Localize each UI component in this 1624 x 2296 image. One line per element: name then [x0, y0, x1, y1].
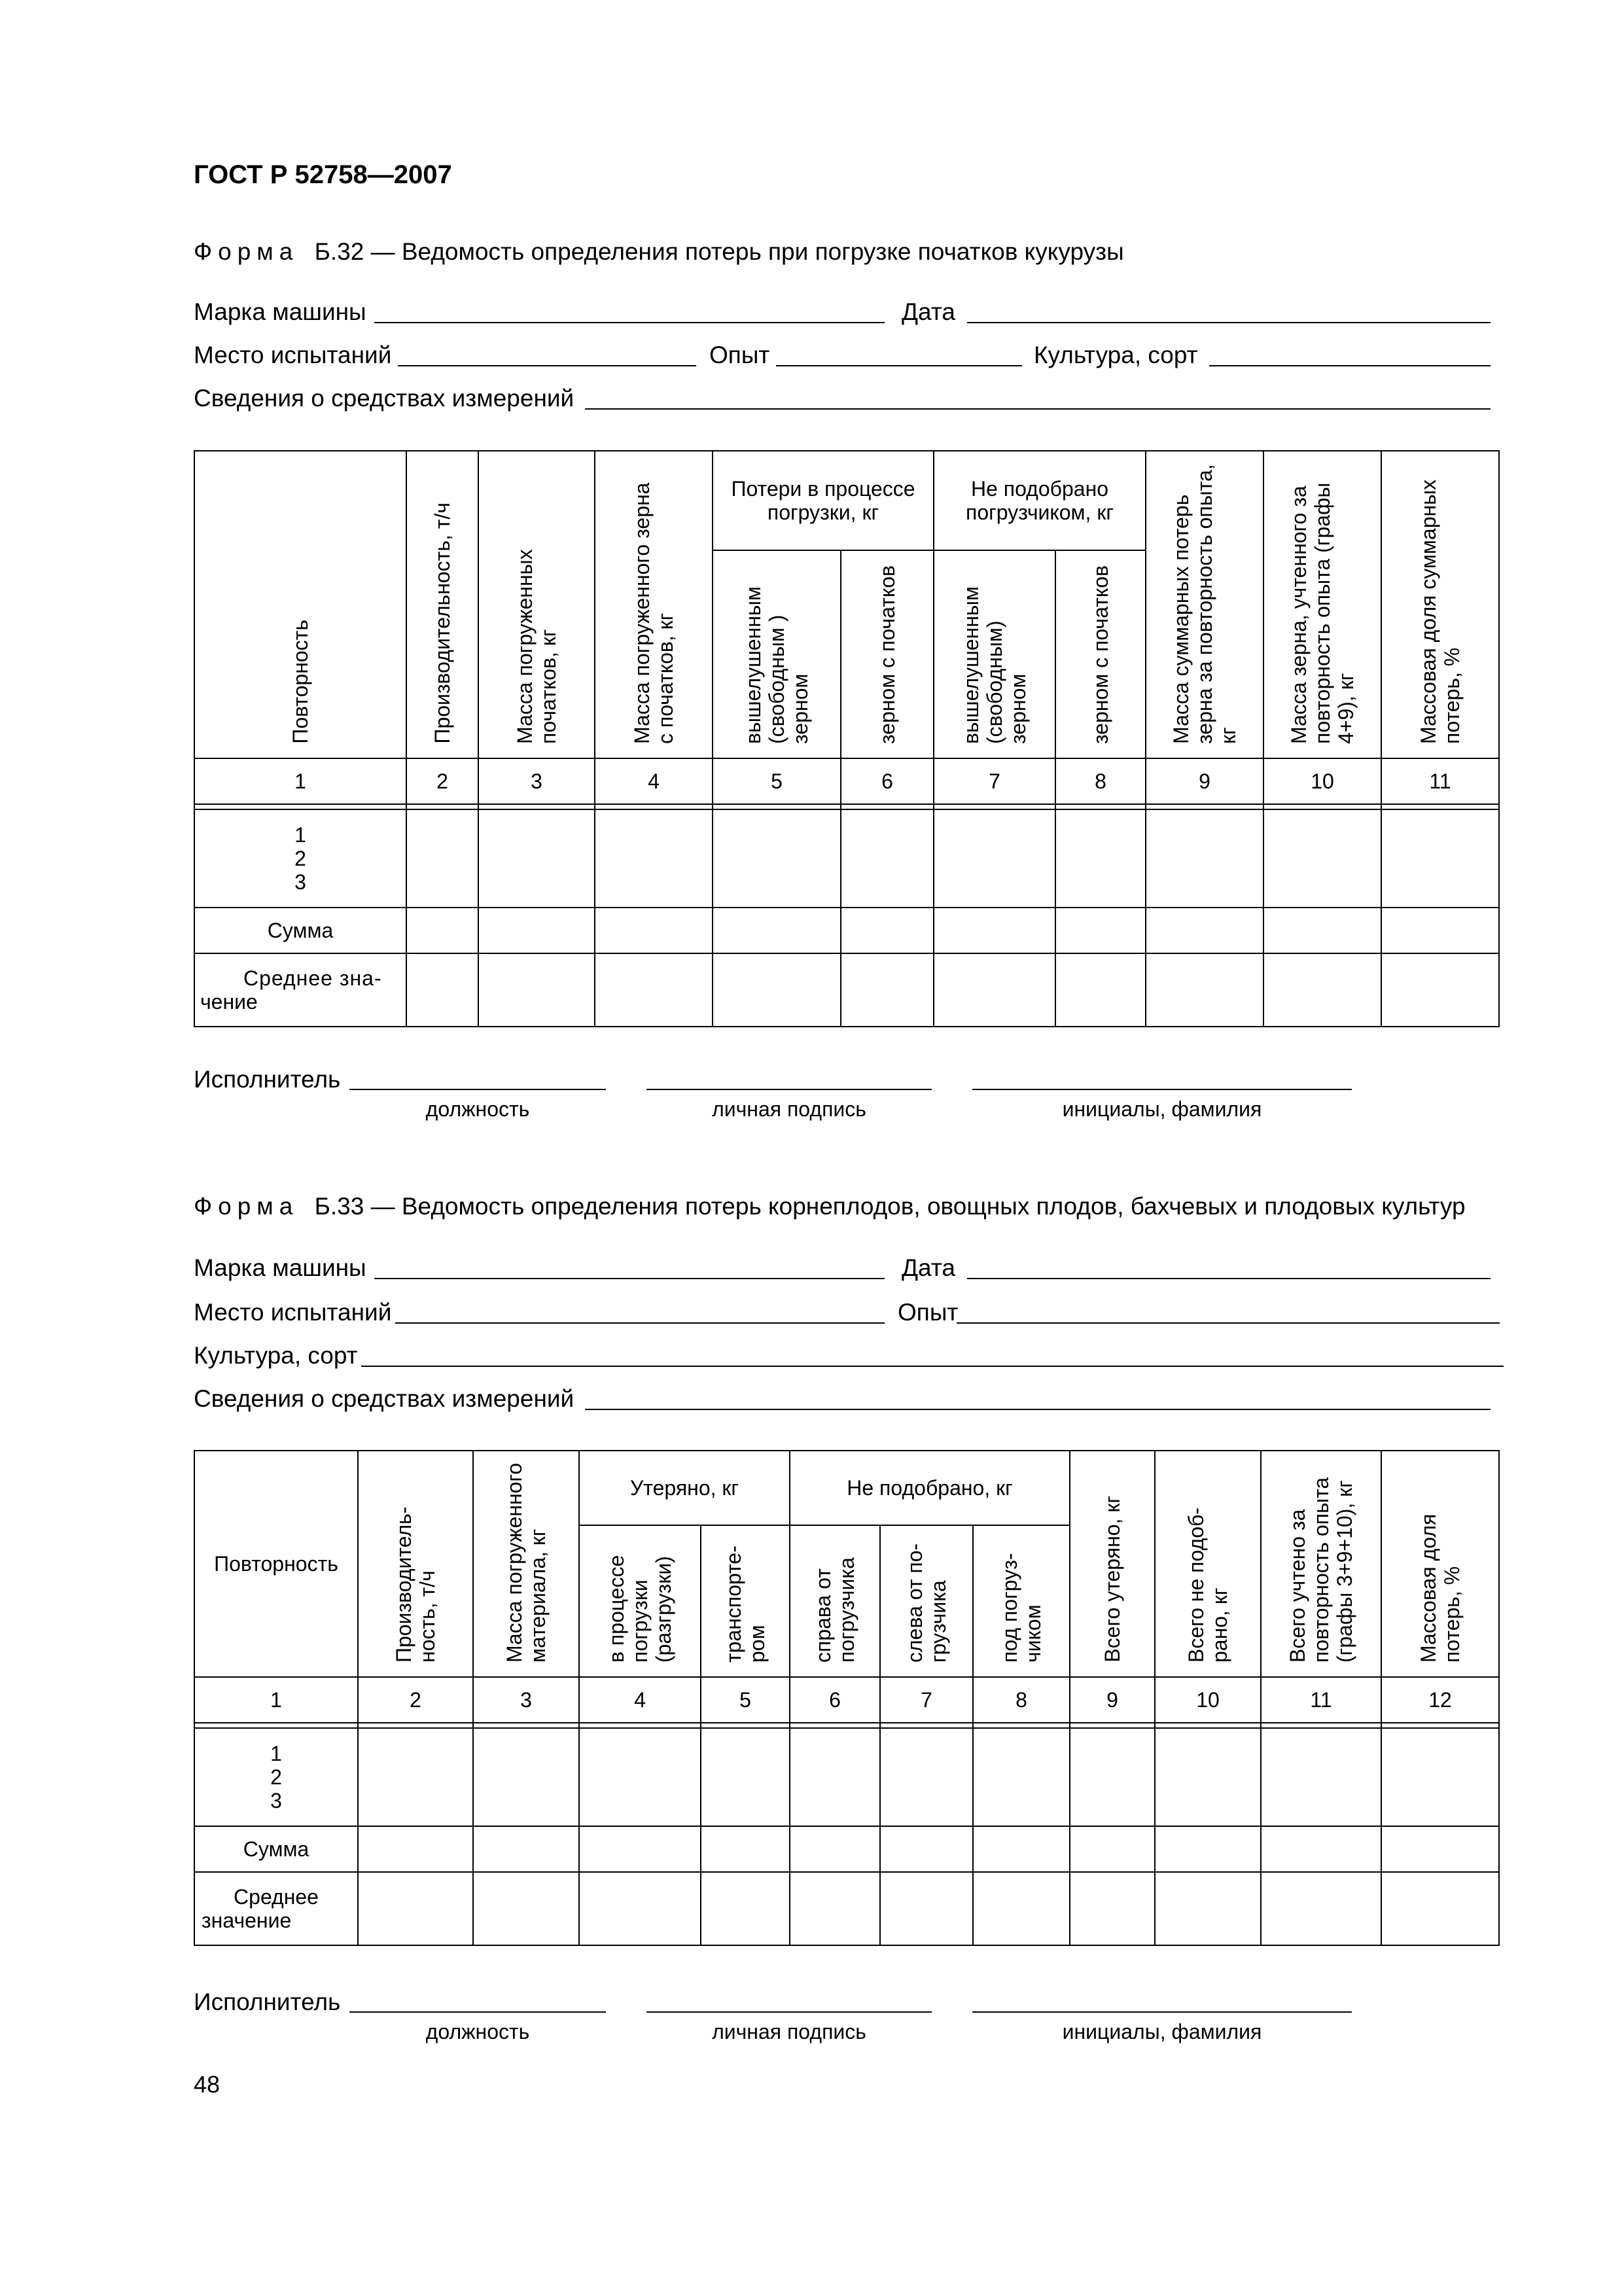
- b32-col-cob-mass: Масса погруженных початков, кг: [478, 451, 595, 758]
- b32-num: 2: [406, 758, 478, 804]
- b32-sum-row: [194, 908, 1499, 953]
- b33-repetitions-row: [194, 1728, 1499, 1826]
- table-cell[interactable]: [579, 1728, 701, 1826]
- table-cell[interactable]: [595, 908, 713, 953]
- table-cell[interactable]: [358, 1728, 473, 1826]
- b32-mean-row: [194, 953, 1499, 1027]
- table-cell[interactable]: [1070, 1826, 1155, 1872]
- b33-sum-row: [194, 1826, 1499, 1872]
- table-cell[interactable]: [973, 1872, 1070, 1945]
- table-cell[interactable]: [478, 908, 595, 953]
- table-cell[interactable]: [473, 1728, 579, 1826]
- form-b32-culture-label: Культура, сорт: [1034, 342, 1198, 368]
- table-cell[interactable]: [790, 1728, 880, 1826]
- b33-col-productivity: Производитель- ность, т/ч: [358, 1451, 473, 1677]
- b32-group-loading-losses: Потери в процессе погрузки, кг: [713, 451, 934, 550]
- b33-name-caption: инициалы, фамилия: [1062, 2020, 1262, 2043]
- b32-group-not-picked: Не подобрано погрузчиком, кг: [934, 451, 1146, 550]
- b32-signature-caption: личная подпись: [712, 1097, 866, 1121]
- b32-num: 1: [194, 758, 406, 804]
- table-cell[interactable]: [1070, 1728, 1155, 1826]
- form-b33-machine-label: Марка машины: [194, 1254, 366, 1281]
- table-cell[interactable]: [406, 908, 478, 953]
- table-cell[interactable]: [934, 908, 1055, 953]
- table-cell[interactable]: [973, 1728, 1070, 1826]
- table-cell[interactable]: [579, 1872, 701, 1945]
- table-cell[interactable]: [473, 1872, 579, 1945]
- b33-num: 7: [880, 1677, 973, 1723]
- table-cell[interactable]: [1055, 809, 1146, 908]
- table-cell[interactable]: [880, 1728, 973, 1826]
- table-cell[interactable]: [701, 1826, 790, 1872]
- b32-col-notpicked-free-grain: вышелушенным (свободным) зерном: [934, 550, 1055, 758]
- b33-group-not-picked: Не подобрано, кг: [790, 1451, 1070, 1525]
- b32-col-productivity: Производительность, т/ч: [406, 451, 478, 758]
- form-b32-culture-input[interactable]: [1209, 365, 1491, 366]
- form-b32-instruments-input[interactable]: [585, 408, 1491, 410]
- table-cell[interactable]: [880, 1872, 973, 1945]
- form-b32-place-input[interactable]: [398, 365, 696, 366]
- form-b32-instruments-label: Сведения о средствах измерений: [194, 385, 574, 412]
- form-b33-date-label: Дата: [902, 1254, 955, 1281]
- b32-repetitions-row: [194, 809, 1499, 908]
- b32-signature-input[interactable]: [646, 1089, 932, 1090]
- table-cell[interactable]: [1381, 1728, 1499, 1826]
- table-cell[interactable]: [1381, 809, 1499, 908]
- b33-col-material-mass: Масса погруженного материала, кг: [473, 1451, 579, 1677]
- b33-col-under-loader: под погруз- чиком: [973, 1525, 1070, 1677]
- table-cell[interactable]: [934, 809, 1055, 908]
- form-b32-date-label: Дата: [902, 298, 955, 325]
- page-number: 48: [194, 2071, 221, 2098]
- table-cell[interactable]: [1261, 1728, 1381, 1826]
- b33-mean-row: [194, 1872, 1499, 1945]
- b33-col-total-not-picked: Всего не подоб- рано, кг: [1155, 1451, 1261, 1677]
- b33-col-loading: в процессе погрузки (разгрузки): [579, 1525, 701, 1677]
- form-b33-machine-input[interactable]: [374, 1278, 885, 1279]
- form-b32-experiment-label: Опыт: [709, 342, 770, 368]
- b32-num: 5: [713, 758, 841, 804]
- table-cell[interactable]: [478, 809, 595, 908]
- b32-position-input[interactable]: [349, 1089, 606, 1090]
- table-cell[interactable]: [713, 809, 841, 908]
- table-cell[interactable]: [406, 953, 478, 1027]
- b33-num: 3: [473, 1677, 579, 1723]
- b33-column-numbers-row: [194, 1677, 1499, 1723]
- table-cell[interactable]: [1070, 1872, 1155, 1945]
- b33-num: 4: [579, 1677, 701, 1723]
- table-cell[interactable]: [478, 953, 595, 1027]
- table-cell[interactable]: [1155, 1728, 1261, 1826]
- form-b33-place-label: Место испытаний: [194, 1299, 392, 1326]
- table-cell[interactable]: [713, 953, 841, 1027]
- b32-position-caption: должность: [425, 1097, 530, 1121]
- b32-repetitions: 1 2 3: [194, 809, 406, 908]
- table-cell[interactable]: [358, 1826, 473, 1872]
- b33-num: 5: [701, 1677, 790, 1723]
- b32-col-loading-free-grain: вышелушенным (свободным ) зерном: [713, 550, 841, 758]
- table-cell[interactable]: [595, 809, 713, 908]
- b33-col-conveyor: транспорте- ром: [701, 1525, 790, 1677]
- form-b33-instruments-input[interactable]: [585, 1409, 1491, 1410]
- table-cell[interactable]: [1381, 1872, 1499, 1945]
- b32-num: 9: [1146, 758, 1263, 804]
- table-cell[interactable]: [358, 1872, 473, 1945]
- table-cell[interactable]: [1381, 1826, 1499, 1872]
- b33-col-left-of-loader: слева от по- грузчика: [880, 1525, 973, 1677]
- table-cell[interactable]: [1055, 953, 1146, 1027]
- table-cell[interactable]: [790, 1826, 880, 1872]
- table-cell[interactable]: [790, 1872, 880, 1945]
- form-b33-culture-input[interactable]: [361, 1366, 1504, 1367]
- b32-col-total-losses: Масса суммарных потерь зерна за повторность опыта, кг: [1146, 451, 1263, 758]
- form-b32-machine-row: [194, 298, 366, 327]
- document-code: ГОСТ Р 52758—2007: [194, 160, 452, 189]
- b33-num: 1: [194, 1677, 358, 1723]
- form-b32-prefix: Форма: [194, 238, 299, 265]
- b32-column-numbers-row: [194, 758, 1499, 804]
- b32-num: 10: [1263, 758, 1381, 804]
- table-cell[interactable]: [841, 953, 934, 1027]
- b32-name-caption: инициалы, фамилия: [1062, 1097, 1262, 1121]
- table-cell[interactable]: [1263, 908, 1381, 953]
- b33-num: 2: [358, 1677, 473, 1723]
- table-cell[interactable]: [1155, 1826, 1261, 1872]
- form-b33-prefix: Форма: [194, 1193, 299, 1220]
- table-cell[interactable]: [841, 809, 934, 908]
- b32-num: 3: [478, 758, 595, 804]
- table-cell[interactable]: [880, 1826, 973, 1872]
- table-cell[interactable]: [1146, 953, 1263, 1027]
- b33-signature-caption: личная подпись: [712, 2020, 866, 2043]
- form-b32-machine-input[interactable]: [374, 322, 885, 323]
- b32-num: 6: [841, 758, 934, 804]
- table-cell[interactable]: [841, 908, 934, 953]
- form-b32-date-input[interactable]: [967, 322, 1491, 323]
- b33-mean-label: Среднее значение: [194, 1872, 358, 1945]
- form-b33-experiment-label: Опыт: [898, 1299, 959, 1326]
- b33-col-total-accounted: Всего учтено за повторность опыта (графы 3+9+10), кг: [1261, 1451, 1381, 1677]
- form-b33-place-input[interactable]: [395, 1322, 885, 1324]
- b32-col-accounted-grain: Масса зерна, учтенного за повторность опыта (графы 4+9), кг: [1263, 451, 1381, 758]
- table-cell[interactable]: [473, 1826, 579, 1872]
- form-b32-title-line: [194, 238, 1124, 266]
- table-cell[interactable]: [1146, 908, 1263, 953]
- form-b32-title: Б.32 — Ведомость определения потерь при погрузке початков кукурузы: [314, 238, 1124, 265]
- form-b33-title: Б.33 — Ведомость определения потерь корнеплодов, овощных плодов, бахчевых и плодовых культур: [314, 1193, 1466, 1220]
- table-cell[interactable]: [406, 809, 478, 908]
- table-cell[interactable]: [701, 1728, 790, 1826]
- b33-col-total-lost: Всего утеряно, кг: [1070, 1451, 1155, 1677]
- b32-mean-label: Среднее зна- чение: [194, 953, 406, 1027]
- table-cell[interactable]: [579, 1826, 701, 1872]
- b32-name-input[interactable]: [972, 1089, 1352, 1090]
- b32-num: 8: [1055, 758, 1146, 804]
- b33-col-right-of-loader: справа от погрузчика: [790, 1525, 880, 1677]
- b33-signature-input[interactable]: [646, 2011, 932, 2013]
- b32-col-notpicked-cob-grain: зерном с початков: [1055, 550, 1146, 758]
- form-b33-instruments-label: Сведения о средствах измерений: [194, 1385, 574, 1412]
- b33-name-input[interactable]: [972, 2011, 1352, 2013]
- table-cell[interactable]: [1146, 809, 1263, 908]
- table-cell[interactable]: [1155, 1872, 1261, 1945]
- table-cell[interactable]: [1381, 953, 1499, 1027]
- b33-col-repetition: Повторность: [194, 1451, 358, 1677]
- table-cell[interactable]: [1261, 1826, 1381, 1872]
- form-b33-culture-label: Культура, сорт: [194, 1342, 358, 1369]
- b32-num: 4: [595, 758, 713, 804]
- form-b32-machine-label: Марка машины: [194, 298, 366, 325]
- b32-col-loss-share: Массовая доля суммарных потерь, %: [1381, 451, 1499, 758]
- b33-num: 12: [1381, 1677, 1499, 1723]
- form-b33-experiment-input[interactable]: [957, 1322, 1500, 1324]
- table-cell[interactable]: [1381, 908, 1499, 953]
- table-cell[interactable]: [1263, 809, 1381, 908]
- b32-executor-label: Исполнитель: [194, 1066, 341, 1093]
- b33-num: 11: [1261, 1677, 1381, 1723]
- form-b33-date-input[interactable]: [967, 1278, 1491, 1279]
- b33-position-caption: должность: [425, 2020, 530, 2043]
- table-cell[interactable]: [595, 953, 713, 1027]
- form-b32-table: [194, 450, 1500, 1027]
- b32-num: 11: [1381, 758, 1499, 804]
- b32-col-loading-cob-grain: зерном с початков: [841, 550, 934, 758]
- b33-sum-label: Сумма: [194, 1826, 358, 1872]
- table-cell[interactable]: [934, 953, 1055, 1027]
- b32-num: 7: [934, 758, 1055, 804]
- b32-col-grain-mass: Масса погруженного зерна с початков, кг: [595, 451, 713, 758]
- b33-num: 10: [1155, 1677, 1261, 1723]
- b33-executor-label: Исполнитель: [194, 1988, 341, 2015]
- b33-num: 9: [1070, 1677, 1155, 1723]
- table-cell[interactable]: [701, 1872, 790, 1945]
- b33-repetitions: 1 2 3: [194, 1728, 358, 1826]
- b33-num: 8: [973, 1677, 1070, 1723]
- form-b32-place-label: Место испытаний: [194, 342, 392, 368]
- form-b32-experiment-input[interactable]: [776, 365, 1022, 366]
- b33-col-loss-share: Массовая доля потерь, %: [1381, 1451, 1499, 1677]
- form-b33-table: [194, 1450, 1500, 1946]
- b32-sum-label: Сумма: [194, 908, 406, 953]
- table-cell[interactable]: [1263, 953, 1381, 1027]
- form-b33-title-line: [194, 1192, 1466, 1221]
- table-cell[interactable]: [713, 908, 841, 953]
- b33-group-lost: Утеряно, кг: [579, 1451, 790, 1525]
- b33-position-input[interactable]: [349, 2011, 606, 2013]
- b32-col-repetition: Повторность: [194, 451, 406, 758]
- table-cell[interactable]: [1055, 908, 1146, 953]
- table-cell[interactable]: [1261, 1872, 1381, 1945]
- b33-num: 6: [790, 1677, 880, 1723]
- table-cell[interactable]: [973, 1826, 1070, 1872]
